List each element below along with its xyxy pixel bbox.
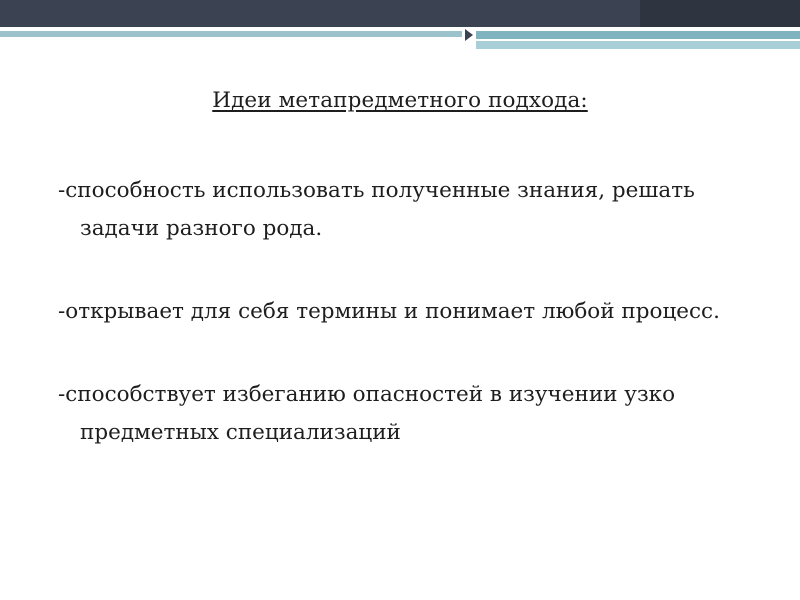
bullet-item-1: -способность использовать полученные знания, решать задачи разного рода.: [58, 178, 695, 241]
arrow-marker-icon: [465, 29, 473, 41]
bullet-item-2: -открывает для себя термины и понимает любой процесс.: [58, 299, 720, 324]
top-right-dark-accent: [640, 0, 800, 27]
slide-heading: Идеи метапредметного подхода:: [212, 88, 588, 113]
teal-accent-stripe-left: [0, 31, 462, 37]
teal-accent-stripe-right-bottom: [476, 41, 800, 49]
teal-accent-stripe-right-top: [476, 31, 800, 39]
bullet-list: [58, 172, 758, 452]
bullet-item-3: -способствует избеганию опасностей в изучении узко предметных специализаций: [58, 382, 676, 445]
